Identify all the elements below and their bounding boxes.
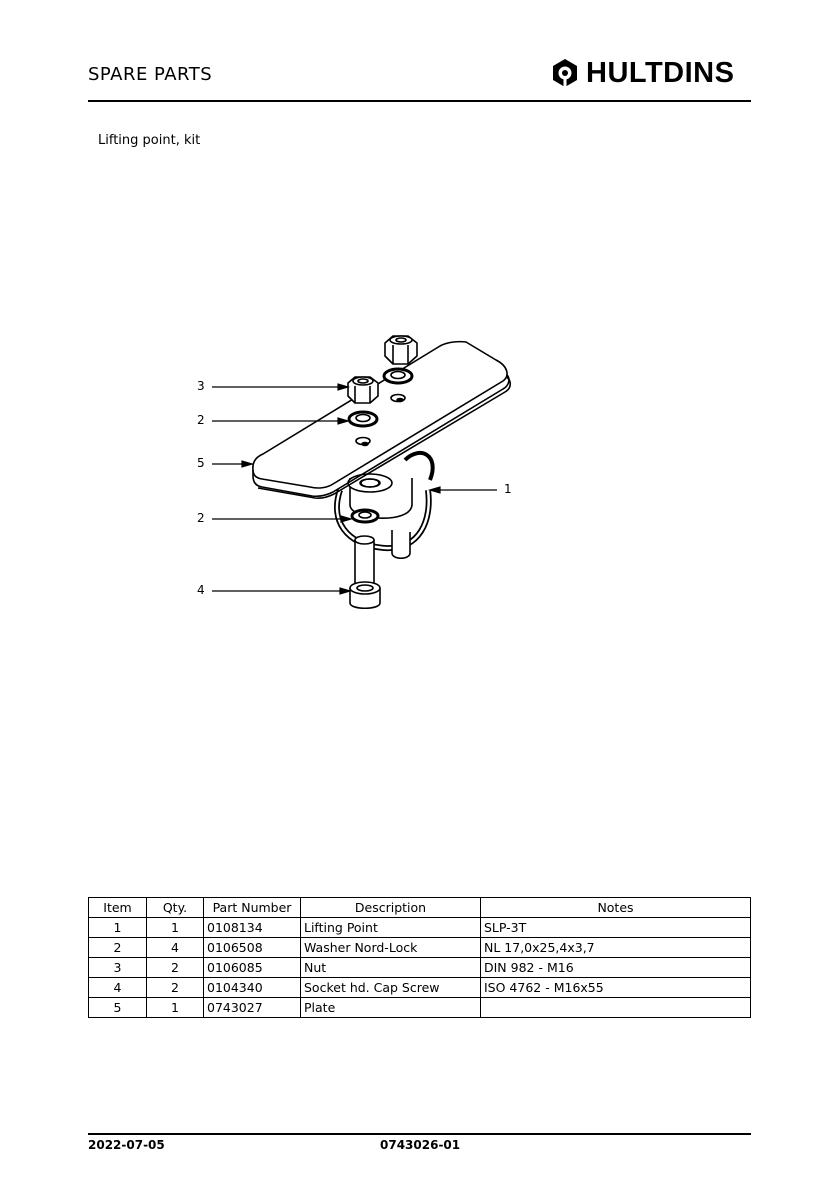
column-header-qty: Qty. — [147, 898, 204, 918]
nut-left-part — [348, 377, 378, 403]
brand-name: HULTDINS — [586, 56, 735, 89]
callout-item-2-upper: 2 — [197, 413, 205, 427]
callout-item-1: 1 — [504, 482, 512, 496]
callout-item-3: 3 — [197, 379, 205, 393]
table-header-row — [89, 898, 751, 918]
cell-notes: NL 17,0x25,4x3,7 — [481, 938, 751, 958]
footer-date: 2022-07-05 — [88, 1138, 165, 1152]
callout-item-2-lower: 2 — [197, 511, 205, 525]
cell-notes: SLP-3T — [481, 918, 751, 938]
callout-item-5: 5 — [197, 456, 205, 470]
cell-qty: 4 — [147, 938, 204, 958]
table-row — [89, 958, 751, 978]
table-row — [89, 918, 751, 938]
cell-description: Socket hd. Cap Screw — [301, 978, 481, 998]
parts-table — [88, 897, 751, 1018]
washer-upper-part — [384, 369, 412, 383]
cell-item: 5 — [89, 998, 147, 1018]
cell-qty: 1 — [147, 918, 204, 938]
footer-document-number: 0743026-01 — [380, 1138, 461, 1152]
cell-qty: 1 — [147, 998, 204, 1018]
cell-part-number: 0106085 — [204, 958, 301, 978]
column-header-notes: Notes — [481, 898, 751, 918]
cell-description: Lifting Point — [301, 918, 481, 938]
footer-divider — [88, 1133, 751, 1135]
cell-description: Washer Nord-Lock — [301, 938, 481, 958]
cell-item: 3 — [89, 958, 147, 978]
cell-part-number: 0106508 — [204, 938, 301, 958]
cell-qty: 2 — [147, 978, 204, 998]
document-subtitle: Lifting point, kit — [98, 133, 201, 148]
table-row — [89, 938, 751, 958]
cell-qty: 2 — [147, 958, 204, 978]
washer-lower-part — [352, 510, 378, 522]
cell-description: Nut — [301, 958, 481, 978]
callout-item-4: 4 — [197, 583, 205, 597]
nut-upper-part — [385, 336, 417, 364]
cell-part-number: 0743027 — [204, 998, 301, 1018]
page-title: SPARE PARTS — [88, 64, 213, 85]
column-header-description: Description — [301, 898, 481, 918]
cell-notes — [481, 998, 751, 1018]
cell-part-number: 0108134 — [204, 918, 301, 938]
cell-item: 1 — [89, 918, 147, 938]
column-header-part-number: Part Number — [204, 898, 301, 918]
cell-part-number: 0104340 — [204, 978, 301, 998]
cell-item: 4 — [89, 978, 147, 998]
cell-notes: ISO 4762 - M16x55 — [481, 978, 751, 998]
table-row — [89, 978, 751, 998]
washer-left-part — [349, 412, 377, 426]
cell-notes: DIN 982 - M16 — [481, 958, 751, 978]
cell-description: Plate — [301, 998, 481, 1018]
cell-item: 2 — [89, 938, 147, 958]
column-header-item: Item — [89, 898, 147, 918]
table-row — [89, 998, 751, 1018]
